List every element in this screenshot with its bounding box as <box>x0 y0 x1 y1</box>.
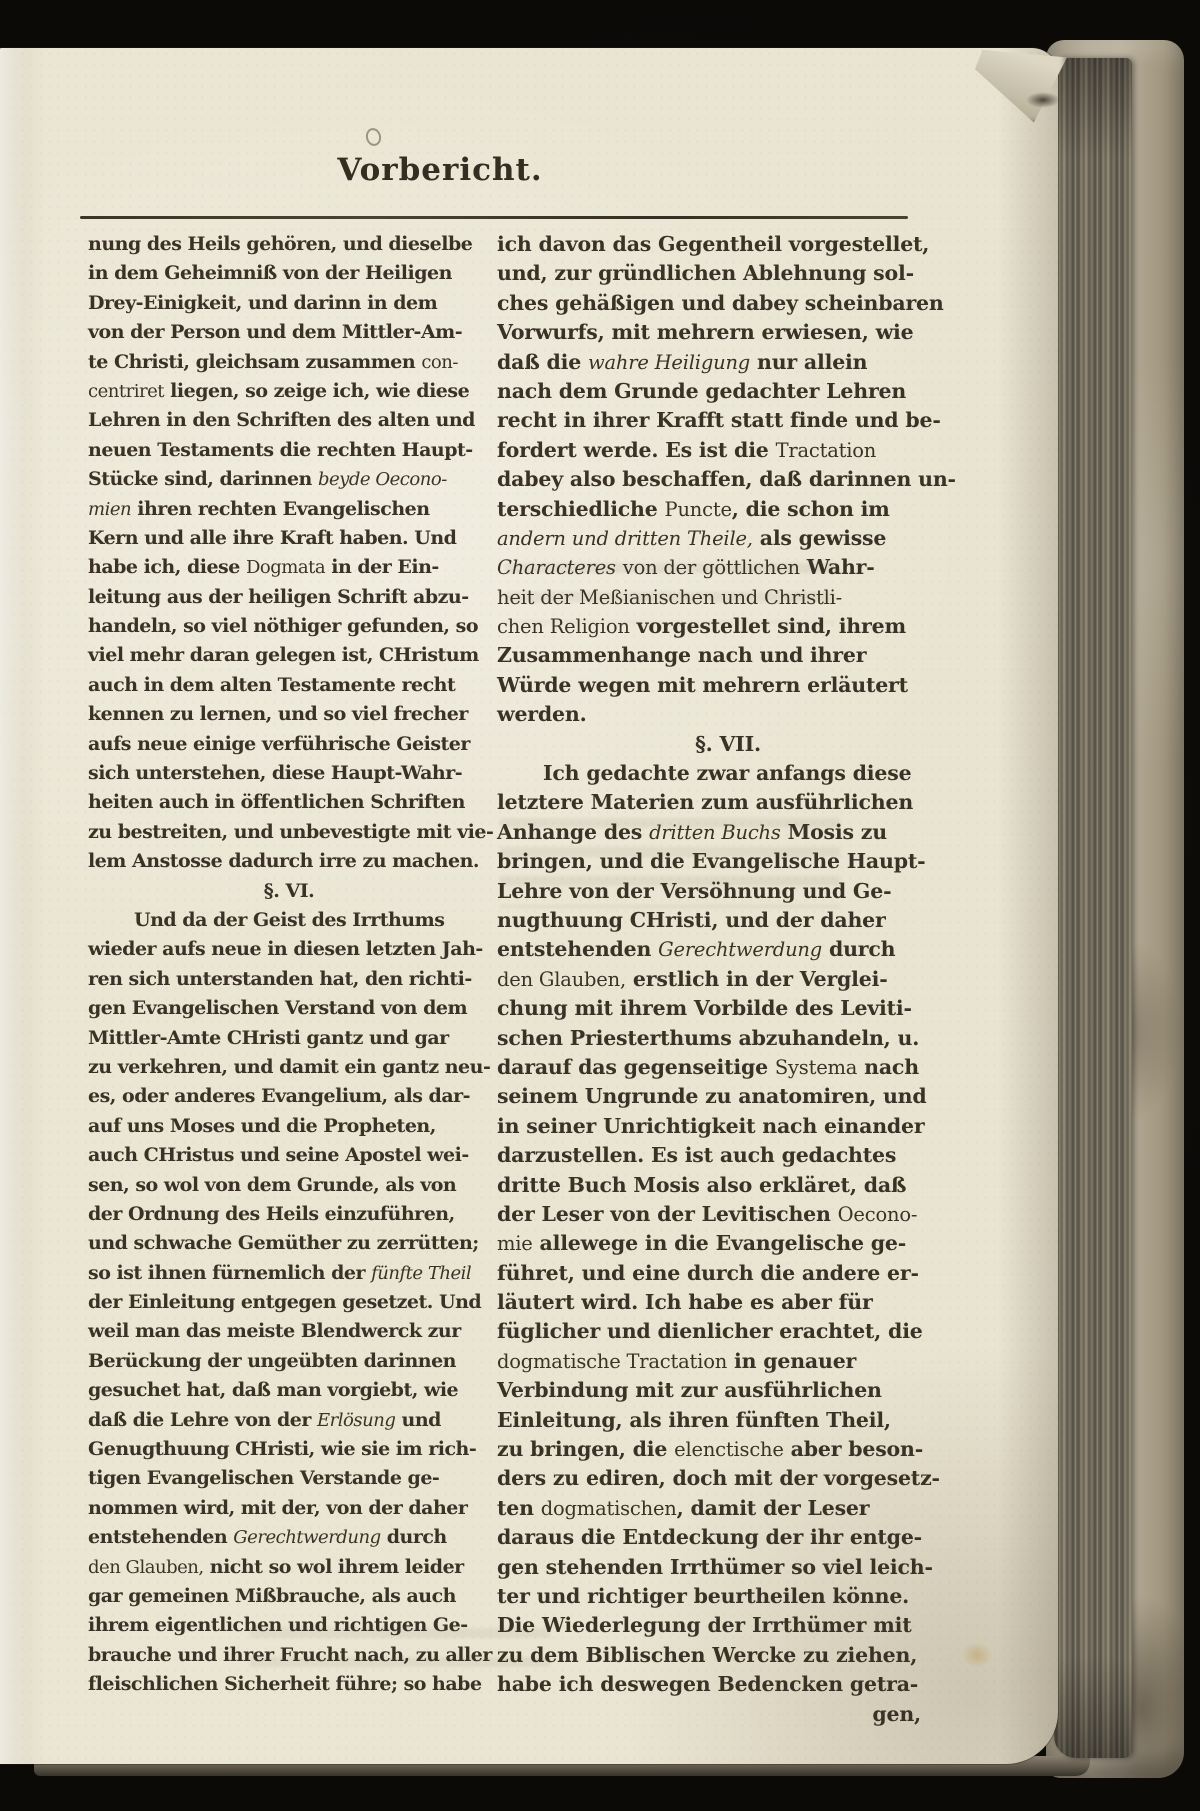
text-line: habe ich, diese Dogmata in der Ein- <box>88 556 439 579</box>
header-rule <box>80 216 908 219</box>
text-line: der Leser von der Levitischen Oecono- <box>497 1201 918 1226</box>
text-line: mien ihren rechten Evangelischen <box>88 497 430 520</box>
text-line: heiten auch in öffentlichen Schriften <box>88 791 465 814</box>
text-line: Characteres von der göttlichen Wahr- <box>497 555 875 580</box>
text-line: nach dem Grunde gedachter Lehren <box>497 378 907 403</box>
text-line: handeln, so viel nöthiger gefunden, so <box>88 615 478 638</box>
text-line: es, oder anderes Evangelium, als dar- <box>88 1085 471 1108</box>
text-line: den Glauben, nicht so wol ihrem leider <box>88 1555 464 1578</box>
text-line: sich unterstehen, diese Haupt-Wahr- <box>88 762 463 785</box>
text-line: auch CHristus und seine Apostel wei- <box>88 1144 469 1167</box>
text-line: Genugthuung CHristi, wie sie im rich- <box>88 1438 477 1461</box>
text-line: dabey also beschaffen, daß darinnen un- <box>497 467 956 492</box>
text-line: andern und dritten Theile, als gewisse <box>497 525 887 550</box>
text-line: bringen, und die Evangelische Haupt- <box>497 849 926 874</box>
stain-spot <box>962 1642 992 1668</box>
text-line: gen stehenden Irrthümer so viel leich- <box>497 1554 933 1579</box>
text-line: der Ordnung des Heils einzuführen, <box>88 1202 455 1225</box>
text-line: so ist ihnen fürnemlich der fünfte Theil <box>88 1261 472 1284</box>
text-line: habe ich deswegen Bedencken getra- <box>497 1672 919 1697</box>
text-line: zu verkehren, und damit ein gantz neu- <box>88 1055 491 1078</box>
text-line: Verbindung mit zur ausführlichen <box>497 1378 882 1403</box>
text-line: mie allewege in die Evangelische ge- <box>497 1231 907 1256</box>
text-line: und, zur gründlichen Ablehnung sol- <box>497 261 914 286</box>
fold-smudge <box>1026 92 1060 108</box>
text-line: te Christi, gleichsam zusammen con- <box>88 350 458 373</box>
text-line: fleischlichen Sicherheit führe; so habe <box>88 1673 482 1696</box>
text-line: dogmatische Tractation in genauer <box>497 1348 857 1373</box>
text-line: leitung aus der heiligen Schrift abzu- <box>88 585 469 608</box>
text-line: Lehre von der Versöhnung und Ge- <box>497 878 892 903</box>
text-line: zu bestreiten, und unbevestigte mit vie- <box>88 820 494 843</box>
text-line: Mittler-Amte CHristi gantz und gar <box>88 1026 449 1049</box>
text-line: schen Priesterthums abzuhandeln, u. <box>497 1025 920 1050</box>
text-line: centriret liegen, so zeige ich, wie diese <box>88 379 470 402</box>
text-line: Würde wegen mit mehrern erläutert <box>497 672 908 697</box>
text-line: Vorwurfs, mit mehrern erwiesen, wie <box>497 320 914 345</box>
text-line: nommen wird, mit der, von der daher <box>88 1496 468 1519</box>
text-line: chen Religion vorgestellet sind, ihrem <box>497 614 906 639</box>
text-line: Lehren in den Schriften des alten und <box>88 409 475 432</box>
text-line: läutert wird. Ich habe es aber für <box>497 1290 873 1315</box>
text-line: nung des Heils gehören, und dieselbe <box>88 233 473 255</box>
text-line: weil man das meiste Blendwerck zur <box>88 1320 461 1343</box>
text-line: ten dogmatischen, damit der Leser <box>497 1495 870 1520</box>
text-line: viel mehr daran gelegen ist, CHristum <box>88 644 479 667</box>
text-line: und schwache Gemüther zu zerrütten; <box>88 1232 479 1255</box>
catchword: gen, <box>872 1701 921 1726</box>
text-line: lem Anstosse dadurch irre zu machen. <box>88 850 480 873</box>
text-line: ren sich unterstanden hat, den richti- <box>88 967 472 990</box>
text-line: darzustellen. Es ist auch gedachtes <box>497 1143 897 1168</box>
text-line: gen Evangelischen Verstand von dem <box>88 997 468 1020</box>
text-line: führet, und eine durch die andere er- <box>497 1260 919 1285</box>
text-line: wieder aufs neue in diesen letzten Jah- <box>88 938 483 961</box>
text-line: in dem Geheimniß von der Heiligen <box>88 262 452 285</box>
text-line: chung mit ihrem Vorbilde des Leviti- <box>497 996 912 1021</box>
section-heading: §. VI. <box>263 879 315 902</box>
text-line: ches gehäßigen und dabey scheinbaren <box>497 290 944 315</box>
text-line: Berückung der ungeübten darinnen <box>88 1349 456 1372</box>
text-line: füglicher und dienlicher erachtet, die <box>497 1319 923 1344</box>
text-line: zu bringen, die elenctische aber beson- <box>497 1437 924 1462</box>
text-line: seinem Ungrunde zu anatomiren, und <box>497 1084 927 1109</box>
text-line: daraus die Entdeckung der ihr entge- <box>497 1525 922 1550</box>
page-header: Vorbericht. <box>337 152 543 188</box>
text-line: heit der Meßianischen und Christli- <box>497 585 843 609</box>
text-line: auch in dem alten Testamente recht <box>88 673 456 696</box>
text-line: terschiedliche Puncte, die schon im <box>497 496 890 521</box>
text-line: zu dem Biblischen Wercke zu ziehen, <box>497 1642 918 1667</box>
text-line: neuen Testaments die rechten Haupt- <box>88 438 473 461</box>
text-line: ders zu ediren, doch mit der vorgesetz- <box>497 1466 940 1491</box>
text-line: Drey-Einigkeit, und darinn in dem <box>88 291 438 314</box>
text-line: der Einleitung entgegen gesetzet. Und <box>88 1291 482 1314</box>
text-line: Die Wiederlegung der Irrthümer mit <box>497 1613 912 1638</box>
text-line: Kern und alle ihre Kraft haben. Und <box>88 526 457 549</box>
text-line: Ich gedachte zwar anfangs diese <box>543 761 912 786</box>
text-line: entstehenden Gerechtwerdung durch <box>88 1526 447 1549</box>
text-line: gesuchet hat, daß man vorgiebt, wie <box>88 1379 459 1402</box>
text-line: ter und richtiger beurtheilen könne. <box>497 1583 910 1608</box>
text-line: ich davon das Gegentheil vorgestellet, <box>497 232 930 256</box>
section-heading: §. VII. <box>695 731 761 756</box>
text-line: auf uns Moses und die Propheten, <box>88 1114 436 1137</box>
text-line: aufs neue einige verführische Geister <box>88 732 470 755</box>
text-line: Anhange des dritten Buchs Mosis zu <box>497 819 887 844</box>
ink-spot <box>364 126 383 147</box>
text-line: gar gemeinen Mißbrauche, als auch <box>88 1584 456 1607</box>
text-line: darauf das gegenseitige Systema nach <box>497 1054 919 1079</box>
text-line: daß die Lehre von der Erlösung und <box>88 1408 441 1431</box>
text-line: ihrem eigentlichen und richtigen Ge- <box>88 1614 468 1637</box>
text-line: recht in ihrer Krafft statt finde und be- <box>497 408 941 433</box>
text-line: nugthuung CHristi, und der daher <box>497 907 886 932</box>
text-column-left <box>88 230 494 1700</box>
text-line: Einleitung, als ihren fünften Theil, <box>497 1407 891 1432</box>
text-line: Stücke sind, darinnen beyde Oecono- <box>88 468 447 491</box>
text-line: daß die wahre Heiligung nur allein <box>497 349 868 374</box>
text-line: Und da der Geist des Irrthums <box>134 908 445 931</box>
book-page <box>0 48 1058 1764</box>
text-line: letztere Materien zum ausführlichen <box>497 790 914 815</box>
text-line: werden. <box>497 702 587 727</box>
text-line: fordert werde. Es ist die Tractation <box>497 437 877 462</box>
text-column-right <box>497 230 959 1729</box>
text-line: brauche und ihrer Frucht nach, zu aller <box>88 1643 492 1666</box>
text-line: sen, so wol von dem Grunde, als von <box>88 1173 457 1196</box>
text-line: den Glauben, erstlich in der Verglei- <box>497 966 888 991</box>
text-line: tigen Evangelischen Verstande ge- <box>88 1467 440 1490</box>
text-line: dritte Buch Mosis also erkläret, daß <box>497 1172 907 1197</box>
text-line: von der Person und dem Mittler-Am- <box>88 321 463 344</box>
text-line: in seiner Unrichtigkeit nach einander <box>497 1113 925 1138</box>
text-line: Zusammenhange nach und ihrer <box>497 643 867 668</box>
text-line: kennen zu lernen, und so viel frecher <box>88 703 468 726</box>
text-line: entstehenden Gerechtwerdung durch <box>497 937 896 962</box>
fore-edge-pages <box>1054 58 1132 1758</box>
